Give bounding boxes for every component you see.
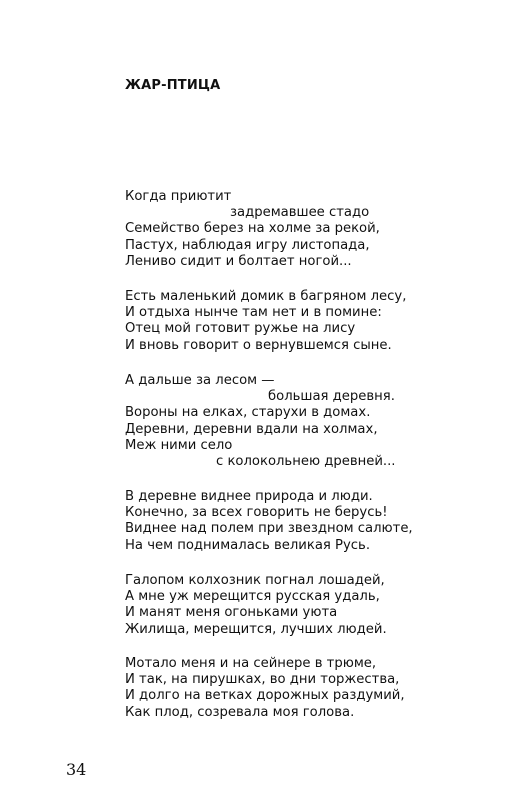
stanza-2	[125, 289, 425, 354]
poem-line: Вороны на елках, старухи в домах.	[125, 405, 371, 421]
poem-line: Семейство берез на холме за рекой,	[125, 221, 380, 237]
poem-line: Есть маленький домик в багряном лесу,	[125, 289, 407, 304]
poem-line: Меж ними село	[125, 437, 233, 453]
poem-line: Лениво сидит и болтает ногой...	[125, 253, 352, 269]
poem-line: задремавшее стадо	[230, 205, 370, 221]
poem-line: И долго на ветках дорожных раздумий,	[125, 688, 405, 704]
stanza-4	[125, 489, 425, 554]
poem-line: И манят меня огоньками уюта	[125, 605, 338, 621]
poem-title: ЖАР-ПТИЦА	[125, 78, 221, 93]
page-number: 34	[66, 760, 87, 779]
poem-line: с колокольнею древней...	[216, 454, 396, 470]
poem-line: А дальше за лесом —	[125, 373, 275, 388]
poem-line: Пастух, наблюдая игру листопада,	[125, 237, 370, 253]
poem-line: А мне уж мерещится русская удаль,	[125, 589, 380, 605]
stanza-5	[125, 573, 425, 638]
poem-line: Жилища, мерещится, лучших людей.	[125, 621, 387, 637]
stanza-6	[125, 656, 425, 721]
stanza-1	[125, 189, 425, 270]
poem-line: большая деревня.	[268, 389, 395, 405]
poem-line: Деревни, деревни вдали на холмах,	[125, 421, 378, 437]
poem-line: В деревне виднее природа и люди.	[125, 489, 373, 504]
poem-line: Конечно, за всех говорить не берусь!	[125, 505, 388, 521]
poem-line: На чем поднималась великая Русь.	[125, 537, 371, 553]
poem-line: Когда приютит	[125, 189, 232, 204]
poem-line: И вновь говорит о вернувшемся сыне.	[125, 337, 392, 353]
stanza-3	[125, 373, 425, 470]
poem-line: И так, на пирушках, во дни торжества,	[125, 672, 400, 688]
poem-line: Отец мой готовит ружье на лису	[125, 321, 356, 337]
poem-line: Как плод, созревала моя голова.	[125, 704, 355, 720]
poem-line: Мотало меня и на сейнере в трюме,	[125, 656, 377, 671]
poem-line: Виднее над полем при звездном салюте,	[125, 521, 413, 537]
poem-line: И отдыха нынче там нет и в помине:	[125, 305, 382, 321]
poem-line: Галопом колхозник погнал лошадей,	[125, 573, 385, 588]
